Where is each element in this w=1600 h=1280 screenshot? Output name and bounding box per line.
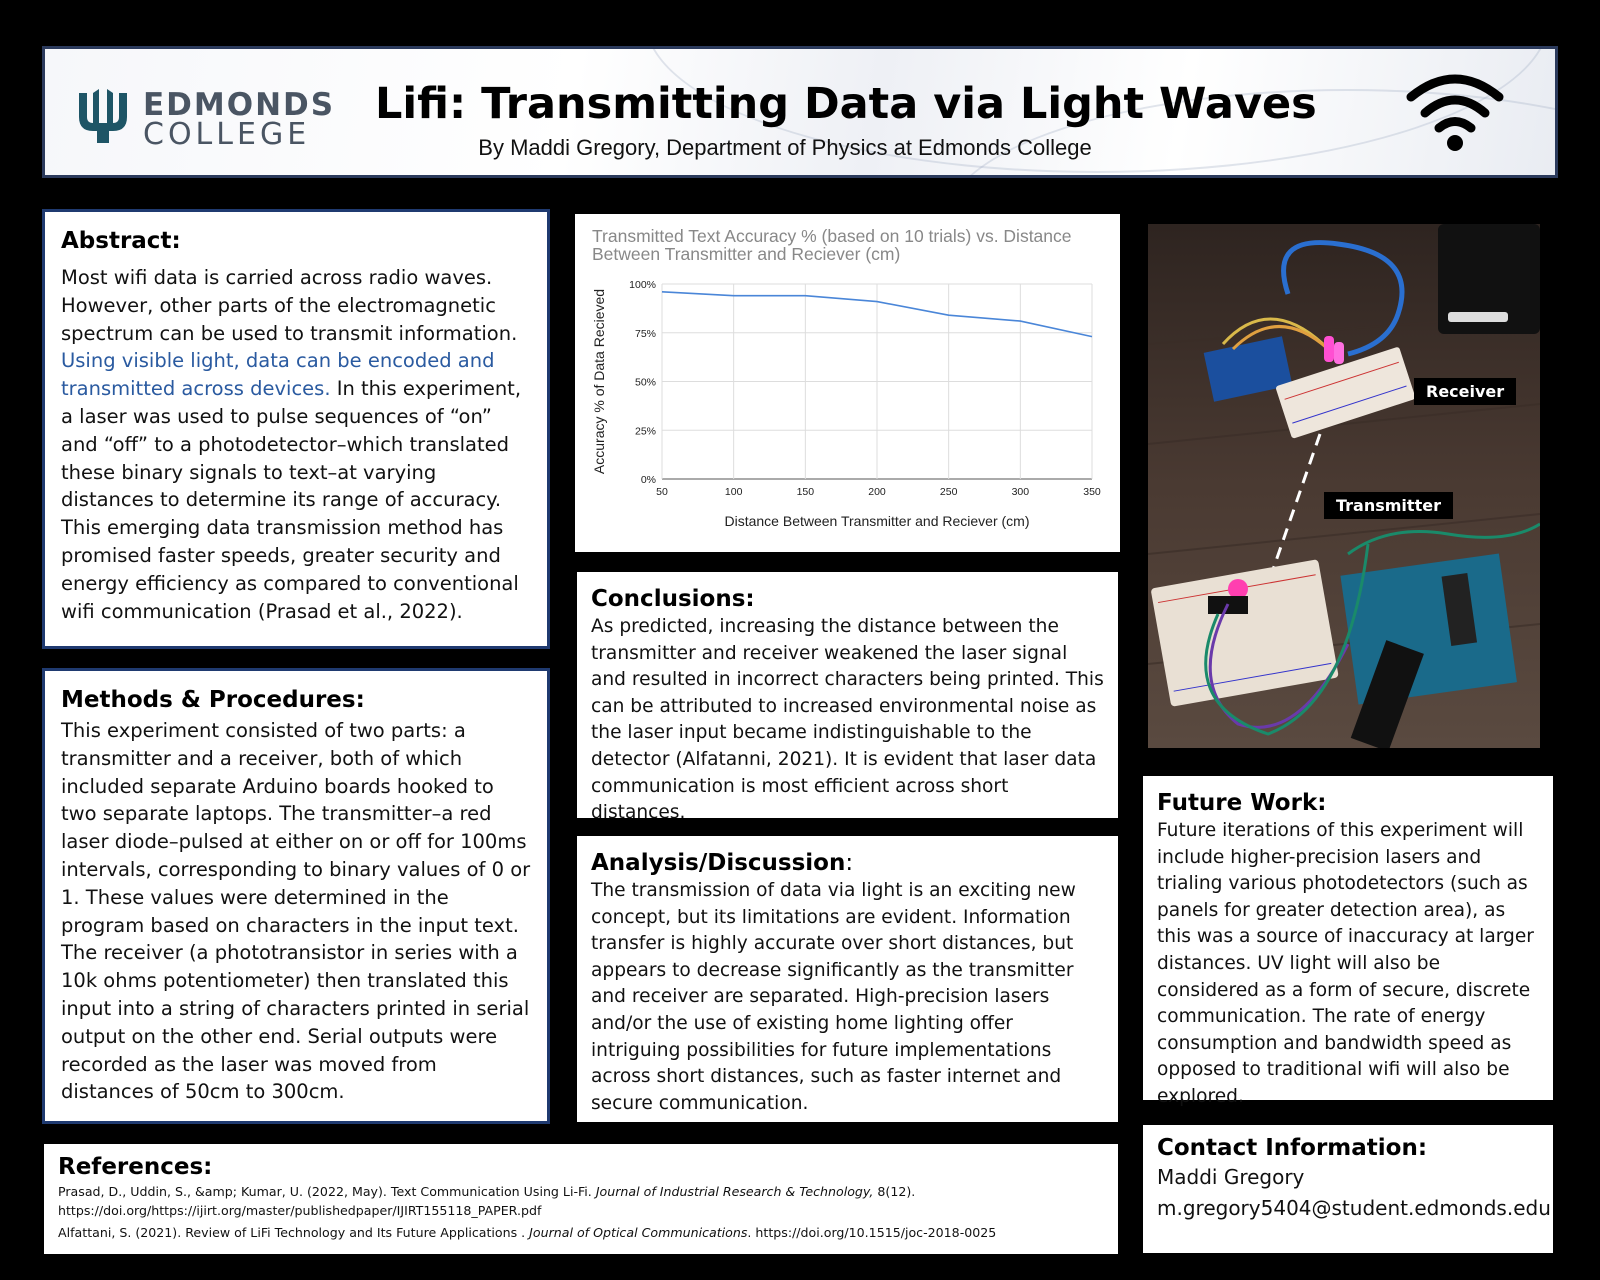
y-tick-label: 0% <box>640 474 656 486</box>
x-tick-label: 200 <box>868 486 886 498</box>
x-tick-label: 300 <box>1011 486 1030 498</box>
transmitter-arduino <box>1340 553 1517 704</box>
abstract-section <box>42 209 550 649</box>
y-axis-label: Accuracy % of Data Recieved <box>591 288 607 475</box>
future-work-heading: Future Work: <box>1157 790 1327 816</box>
wifi-icon <box>1405 69 1505 153</box>
experiment-setup-photo <box>1148 224 1540 748</box>
conclusions-text: As predicted, increasing the distance between the transmitter and receiver weakened the laser signal and resulted in incorrect characters being printed. This can be attributed to increased environmental noise as the laser input became indistinguishable to the detector (Alfatanni, 2021). It is evident that laser data communication is most efficient across short distances. <box>591 616 1104 824</box>
abstract-text <box>61 264 531 625</box>
contact-name: Maddi Gregory <box>1157 1165 1305 1189</box>
x-axis-label: Distance Between Transmitter and Reciever (cm) <box>724 513 1030 529</box>
logo-text-edmonds: EDMONDS <box>143 87 336 123</box>
reference-url: . https://doi.org/10.1515/joc-2018-0025 <box>747 1225 997 1240</box>
reference-issue: 8(12). <box>873 1184 916 1199</box>
reference-authors: Alfattani, S. (2021). Review of LiFi Technology and Its Future Applications . <box>58 1225 530 1240</box>
future-work-text: Future iterations of this experiment will include higher-precision lasers and trialing various photodetectors (such as panels for greater detection area), as this was a source of inaccuracy at larger distances. UV light will also be considered as a form of secure, discrete communication. The rate of energy consumption and bandwidth speed as opposed to traditional wifi will also be explored. <box>1157 820 1534 1107</box>
y-tick-label: 100% <box>629 279 656 291</box>
analysis-heading-colon: : <box>845 850 854 876</box>
chart-title-line1: Transmitted Text Accuracy % (based on 10 trials) vs. Distance <box>592 226 1072 246</box>
logo-text-college: COLLEGE <box>143 117 311 152</box>
receiver-label: Receiver <box>1414 378 1516 405</box>
poster-header <box>42 46 1558 178</box>
trident-icon <box>75 87 131 145</box>
edmonds-college-logo <box>75 85 336 152</box>
accuracy-line-chart <box>575 214 1120 552</box>
abstract-heading: Abstract: <box>61 228 181 254</box>
x-tick-label: 50 <box>656 486 668 498</box>
reference-journal: Journal of Optical Communications <box>529 1225 748 1240</box>
abstract-highlight-text: Using visible light, data can be encoded and transmitted across devices. <box>61 349 495 401</box>
y-tick-label: 50% <box>634 376 656 389</box>
abstract-text-part: In this experiment, a laser was used to pulse sequences of “on” and “off” to a photodetector–which translated these binary signals to text–at varying distances to determine its range of accuracy. This emerging data transmission method has promised faster speeds, greater security and energy efficiency as compared to conventional wifi communication (Prasad et al., 2022). <box>61 377 522 623</box>
reference-item <box>58 1223 1104 1242</box>
reference-journal: Journal of Industrial Research & Technology, <box>595 1184 874 1199</box>
methods-heading: Methods & Procedures: <box>61 687 365 713</box>
conclusions-section <box>577 572 1118 824</box>
contact-heading: Contact Information: <box>1157 1135 1428 1161</box>
contact-email: m.gregory5404@student.edmonds.edu <box>1157 1196 1551 1220</box>
analysis-heading-text: Analysis/Discussion <box>591 850 846 876</box>
methods-text: This experiment consisted of two parts: a transmitter and a receiver, both of which included separate Arduino boards hooked to two separate laptops. The transmitter–a red laser diode–pulsed at either on or off for 100ms intervals, corresponding to binary values of 0 or 1. These values were determined in the program based on characters in the input text. The receiver (a phototransistor in series with a 10k ohms potentiometer) then translated this input into a string of characters printed in serial output on the other end. Serial outputs were recorded as the laser was moved from distances of 50cm to 300cm. <box>61 719 531 1104</box>
conclusions-heading: Conclusions: <box>591 586 755 612</box>
contact-section <box>1143 1125 1553 1253</box>
chart-title-line2: Between Transmitter and Reciever (cm) <box>592 244 901 264</box>
reference-authors: Prasad, D., Uddin, S., &amp; Kumar, U. (2022, May). Text Communication Using Li-Fi. <box>58 1184 596 1199</box>
x-tick-label: 250 <box>939 486 958 498</box>
reference-item <box>58 1182 1104 1220</box>
accuracy-chart-panel <box>575 214 1120 552</box>
x-tick-label: 150 <box>796 486 815 498</box>
poster-title: Lifi: Transmitting Data via Light Waves <box>375 79 1317 129</box>
analysis-section <box>577 836 1118 1122</box>
analysis-heading <box>591 850 1104 876</box>
y-tick-label: 75% <box>634 327 656 340</box>
references-heading: References: <box>58 1154 213 1180</box>
x-tick-label: 100 <box>724 486 743 498</box>
abstract-text-part: Most wifi data is carried across radio waves. However, other parts of the electromagnetic spectrum can be used to transmit information. <box>61 266 518 345</box>
x-tick-label: 350 <box>1083 486 1101 498</box>
reference-url: https://doi.org/https://ijirt.org/master/publishedpaper/IJIRT155118_PAPER.pdf <box>58 1203 542 1218</box>
analysis-text: The transmission of data via light is an exciting new concept, but its limitations are evident. Information transfer is highly accurate over short distances, but appears to decrease significantly as the transmitter and receiver are separated. High-precision lasers and/or the use of existing home lighting offer intriguing possibilities for future implementations across short distances, such as faster internet and secure communication. <box>591 880 1076 1114</box>
setup-photo-illustration <box>1148 224 1540 748</box>
transmitter-label: Transmitter <box>1324 492 1453 519</box>
methods-section <box>42 668 550 1124</box>
future-work-section <box>1143 776 1553 1107</box>
y-tick-label: 25% <box>634 425 656 438</box>
poster-subtitle: By Maddi Gregory, Department of Physics at Edmonds College <box>478 135 1092 160</box>
references-section <box>44 1144 1118 1254</box>
